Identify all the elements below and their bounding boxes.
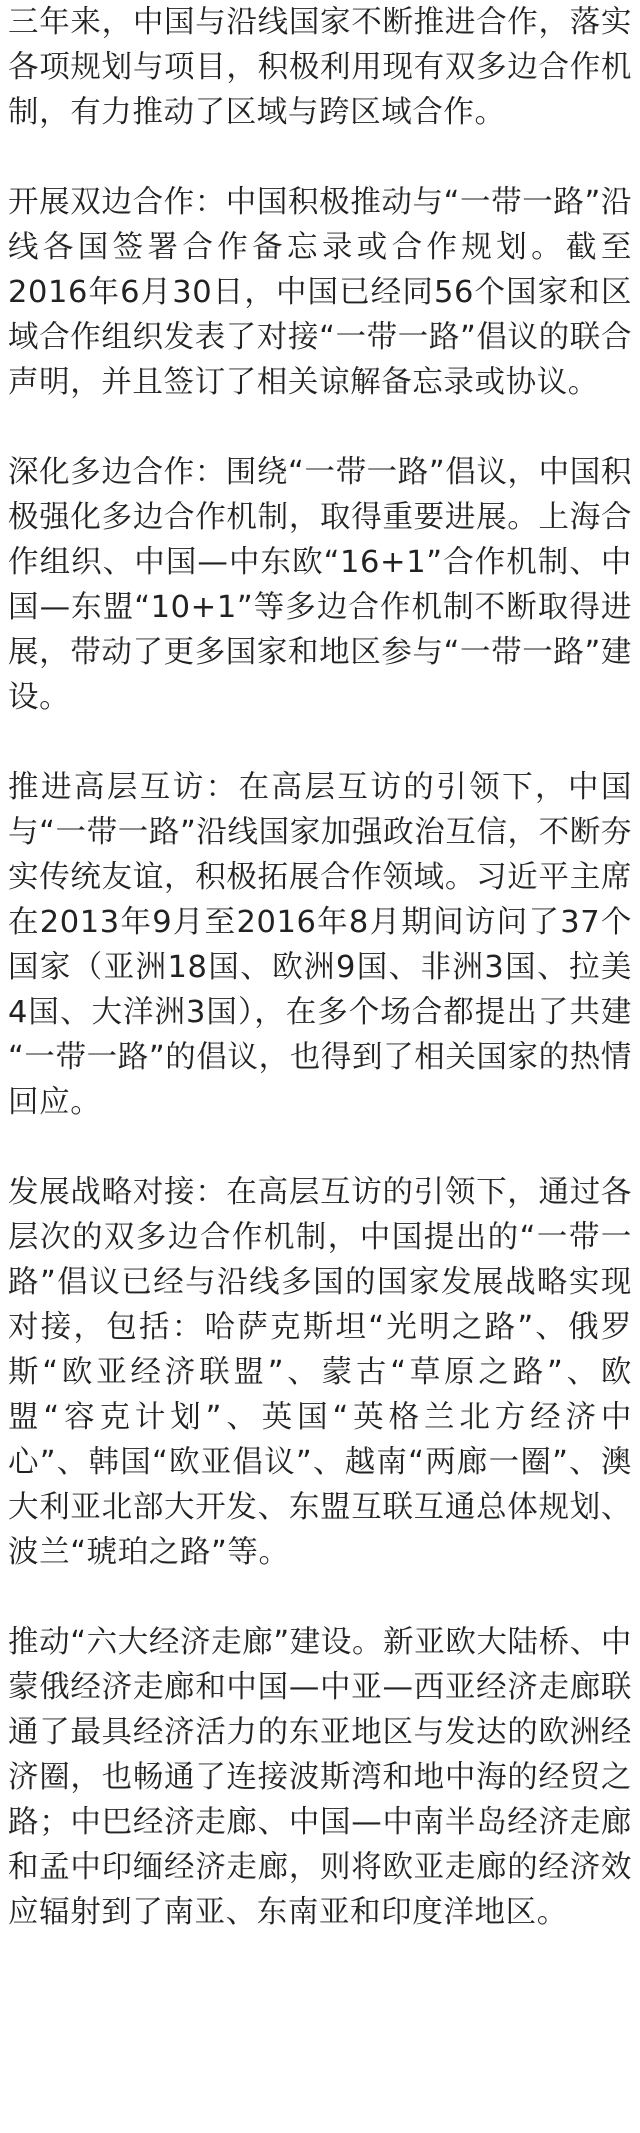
paragraph-economic-corridors: 推动“六大经济走廊”建设。新亚欧大陆桥、中蒙俄经济走廊和中国—中亚—西亚经济走廊联通了最具经济活力的东亚地区与发达的欧洲经济圈，也畅通了连接波斯湾和地中海的经贸之路；中巴经济走廊、中国—中南半岛经济走廊和孟中印缅经济走廊，则将欧亚走廊的经济效应辐射到了南亚、东南亚和印度洋地区。: [8, 1625, 632, 1930]
paragraph-high-level-visits: 推进高层互访：在高层互访的引领下，中国与“一带一路”沿线国家加强政治互信，不断夯实传统友谊，积极拓展合作领域。习近平主席在2013年9月至2016年8月期间访问了37个国家（亚洲18国、欧洲9国、非洲3国、拉美4国、大洋洲3国），在多个场合都提出了共建 “一带一路”的倡议，也得到了相关国家的热情回应。: [8, 770, 632, 1120]
paragraph-regional-cooperation: 三年来，中国与沿线国家不断推进合作，落实各项规划与项目，积极利用现有双多边合作机制，有力推动了区域与跨区域合作。: [8, 5, 632, 130]
paragraph-multilateral-cooperation: 深化多边合作：围绕“一带一路”倡议，中国积极强化多边合作机制，取得重要进展。上海合作组织、中国—中东欧“16+1”合作机制、中国—东盟“10+1”等多边合作机制不断取得进展，带动了更多国家和地区参与“一带一路”建设。: [8, 455, 632, 715]
paragraph-strategy-alignment: 发展战略对接：在高层互访的引领下，通过各层次的双多边合作机制，中国提出的“一带一路”倡议已经与沿线多国的国家发展战略实现对接，包括：哈萨克斯坦“光明之路”、俄罗斯“欧亚经济联盟”、蒙古“草原之路”、欧盟“容克计划”、英国“英格兰北方经济中心”、韩国“欧亚倡议”、越南“两廊一圈”、澳大利亚北部大开发、东盟互联互通总体规划、波兰“琥珀之路”等。: [8, 1175, 632, 1570]
paragraph-bilateral-cooperation: 开展双边合作：中国积极推动与“一带一路”沿线各国签署合作备忘录或合作规划。截至2016年6月30日，中国已经同56个国家和区域合作组织发表了对接“一带一路”倡议的联合声明，并且签订了相关谅解备忘录或协议。: [8, 185, 632, 400]
